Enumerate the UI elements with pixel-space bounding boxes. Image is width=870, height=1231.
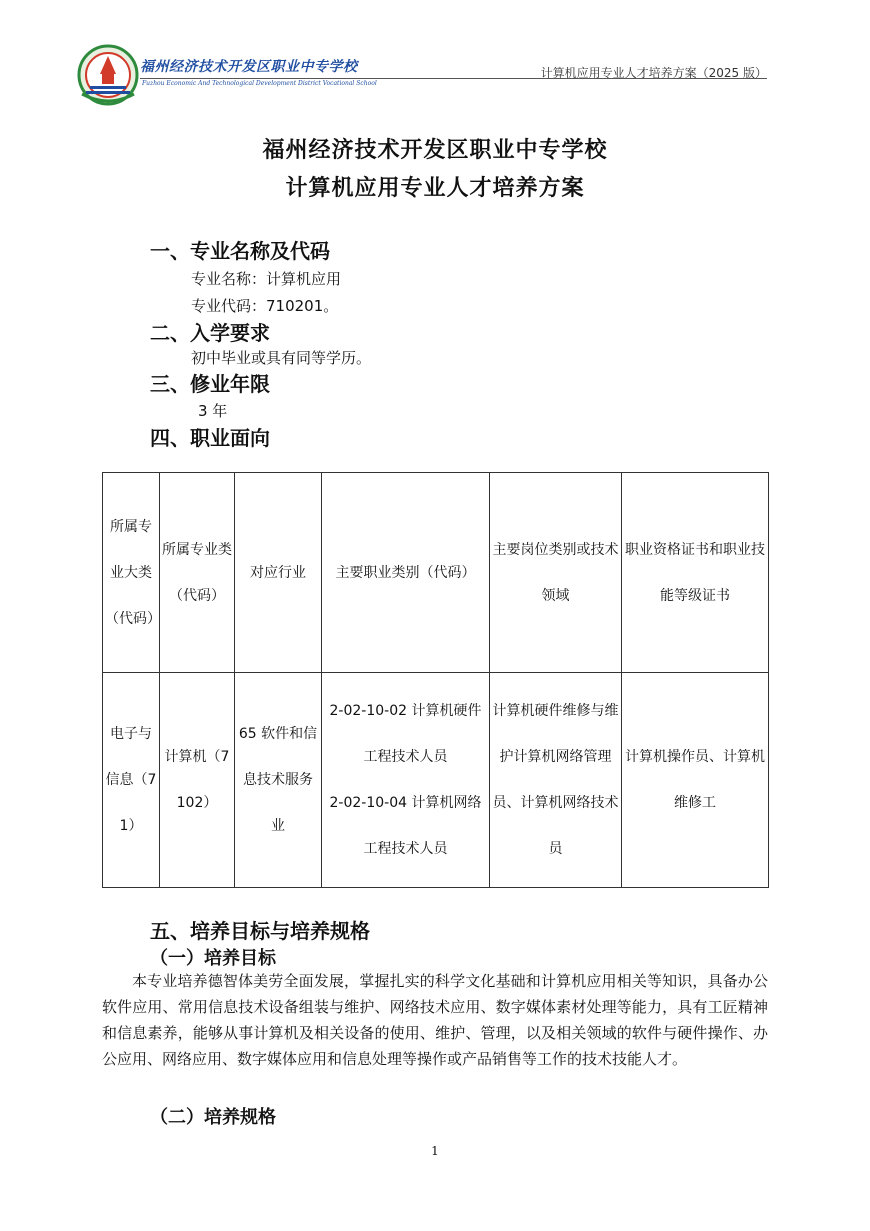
training-goal-paragraph: 本专业培养德智体美劳全面发展，掌握扎实的科学文化基础和计算机应用相关等知识，具备办公软件应用、常用信息技术设备组装与维护、网络技术应用、数字媒体素材处理等能力，具有工匠精神和信息素养，能够从事计算机及相关设备的使用、维护、管理，以及相关领域的软件与硬件操作、办公应用、网络应用、数字媒体应用和信息处理等操作或产品销售等工作的技术技能人才。 — [102, 972, 768, 1068]
page-number: 1 — [431, 1144, 439, 1158]
table-header-cell: 所属专业大类（代码） — [103, 473, 160, 673]
career-table — [102, 472, 769, 888]
school-logo-icon — [76, 44, 140, 106]
table-cell-class: 计算机（7102） — [160, 673, 235, 888]
major-code: 专业代码：710201。 — [191, 297, 339, 315]
table-header-cell: 对应行业 — [235, 473, 322, 673]
table-cell-occupation — [322, 673, 490, 888]
section-1-heading: 一、专业名称及代码 — [150, 239, 330, 263]
study-duration: 3 年 — [198, 402, 228, 420]
table-cell-certificates: 计算机操作员、计算机维修工 — [622, 673, 769, 888]
school-name-en: Fuzhou Economic And Technological Development District Vocational School — [142, 80, 377, 87]
section-5-heading: 五、培养目标与培养规格 — [150, 919, 370, 943]
table-header-cell: 主要职业类别（代码） — [322, 473, 490, 673]
page-header — [0, 0, 870, 110]
occupation-item: 2-02-10-04 计算机网络工程技术人员 — [329, 795, 482, 857]
entry-requirement: 初中毕业或具有同等学历。 — [191, 349, 372, 367]
table-row — [103, 673, 769, 888]
table-header-cell: 主要岗位类别或技术领域 — [490, 473, 622, 673]
major-name: 专业名称：计算机应用 — [191, 270, 342, 288]
subsection-1-heading: （一）培养目标 — [150, 948, 276, 969]
school-name-cn: 福州经济技术开发区职业中专学校 — [140, 59, 358, 75]
table-header-cell: 职业资格证书和职业技能等级证书 — [622, 473, 769, 673]
doc-title-line2: 计算机应用专业人才培养方案 — [285, 176, 585, 201]
section-4-heading: 四、职业面向 — [150, 426, 270, 450]
table-header-cell: 所属专业类（代码） — [160, 473, 235, 673]
table-cell-positions: 计算机硬件维修与维护计算机网络管理员、计算机网络技术员 — [490, 673, 622, 888]
section-2-heading: 二、入学要求 — [150, 321, 270, 345]
subsection-2-heading: （二）培养规格 — [150, 1107, 276, 1128]
occupation-item: 2-02-10-02 计算机硬件工程技术人员 — [329, 703, 482, 765]
doc-title-line1: 福州经济技术开发区职业中专学校 — [262, 138, 608, 163]
table-cell-category: 电子与信息（71） — [103, 673, 160, 888]
table-cell-industry: 65 软件和信息技术服务业 — [235, 673, 322, 888]
section-3-heading: 三、修业年限 — [150, 372, 270, 396]
header-doc-title: 计算机应用专业人才培养方案（2025 版） — [540, 66, 767, 80]
table-header-row — [103, 473, 769, 673]
